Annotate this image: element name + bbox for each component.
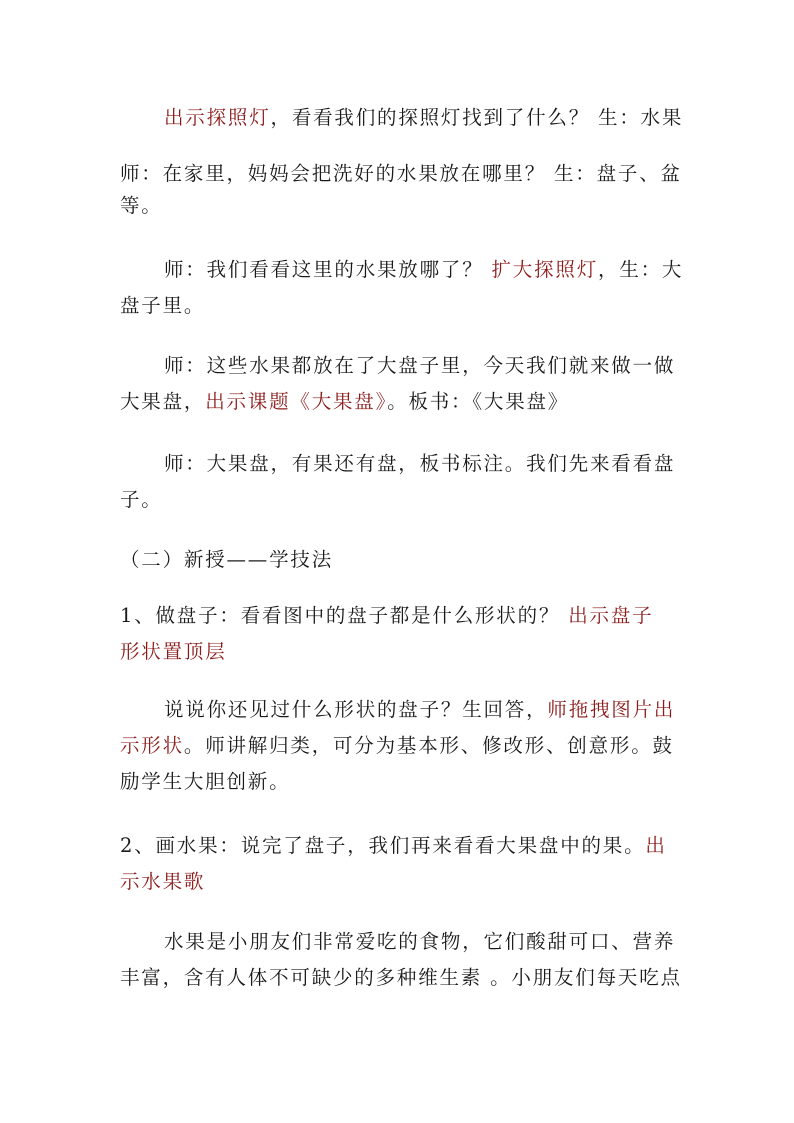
paragraph-big-plate bbox=[120, 252, 684, 324]
text-line bbox=[120, 598, 675, 634]
text-run: 师：我们看看这里的水果放哪了？ bbox=[164, 258, 492, 281]
text-line bbox=[120, 288, 675, 324]
text-run: 等。 bbox=[120, 194, 163, 217]
paragraph-topic bbox=[120, 348, 675, 420]
red-instruction: 出示探照灯 bbox=[164, 106, 271, 129]
text-run: ，看看我们的探照灯找到了什么？ 生：水果 bbox=[270, 106, 684, 129]
paragraph-plate-intro bbox=[120, 446, 675, 518]
section-heading bbox=[120, 542, 675, 578]
red-instruction: 出 bbox=[645, 834, 667, 857]
red-instruction: 师拖拽图片出 bbox=[547, 698, 676, 721]
text-line bbox=[120, 828, 675, 864]
red-instruction: 示形状 bbox=[120, 734, 184, 757]
text-run: 子。 bbox=[120, 488, 163, 511]
text-run: 。师讲解归类，可分为基本形、修改形、创意形。鼓 bbox=[183, 734, 674, 757]
text-line bbox=[120, 384, 675, 420]
paragraph-plate-shapes bbox=[120, 692, 675, 800]
text-line bbox=[120, 634, 675, 670]
text-line bbox=[120, 764, 675, 800]
paragraph-draw-fruit bbox=[120, 828, 675, 900]
text-run: 2、画水果：说完了盘子，我们再来看看大果盘中的果。 bbox=[120, 834, 646, 857]
paragraph-fruit-location bbox=[120, 156, 682, 224]
red-instruction: 出示课题《大果盘》 bbox=[205, 390, 388, 413]
text-line bbox=[120, 960, 682, 996]
text-line bbox=[120, 864, 675, 900]
red-instruction: 形状置顶层 bbox=[120, 640, 227, 663]
text-line bbox=[120, 348, 675, 384]
text-line bbox=[120, 156, 682, 192]
text-run: 。板书：《大果盘》 bbox=[387, 390, 570, 413]
paragraph-make-plate bbox=[120, 598, 675, 670]
text-run: ，生：大 bbox=[598, 258, 684, 281]
paragraph-searchlight bbox=[120, 100, 684, 136]
text-line bbox=[120, 924, 675, 960]
text-run: 1、做盘子：看看图中的盘子都是什么形状的？ bbox=[120, 604, 569, 627]
text-run: 师：大果盘，有果还有盘，板书标注。我们先来看看盘 bbox=[164, 452, 676, 475]
text-run: 丰富，含有人体不可缺少的多种维生素 。小朋友们每天吃点 bbox=[120, 966, 682, 989]
text-line bbox=[120, 188, 675, 224]
text-run: 励学生大胆创新。 bbox=[120, 770, 291, 793]
text-run: 水果是小朋友们非常爱吃的食物，它们酸甜可口、营养 bbox=[164, 930, 676, 953]
text-line bbox=[120, 100, 684, 136]
text-line bbox=[120, 446, 675, 482]
red-instruction: 示水果歌 bbox=[120, 870, 206, 893]
paragraph-fruit-nutrition bbox=[120, 924, 682, 996]
text-line bbox=[120, 542, 675, 578]
text-line bbox=[120, 252, 684, 288]
text-run: 大果盘， bbox=[120, 390, 206, 413]
red-instruction: 出示盘子 bbox=[568, 604, 654, 627]
text-line bbox=[120, 482, 675, 518]
text-run: 师：在家里，妈妈会把洗好的水果放在哪里？ 生：盘子、盆 bbox=[120, 162, 682, 185]
text-line bbox=[120, 728, 675, 764]
text-run: 盘子里。 bbox=[120, 294, 206, 317]
text-run: （二）新授——学技法 bbox=[120, 548, 333, 571]
red-instruction: 扩大探照灯 bbox=[491, 258, 599, 281]
text-run: 师：这些水果都放在了大盘子里，今天我们就来做一做 bbox=[164, 354, 676, 377]
text-line bbox=[120, 692, 675, 728]
text-run: 说说你还见过什么形状的盘子？生回答， bbox=[164, 698, 548, 721]
